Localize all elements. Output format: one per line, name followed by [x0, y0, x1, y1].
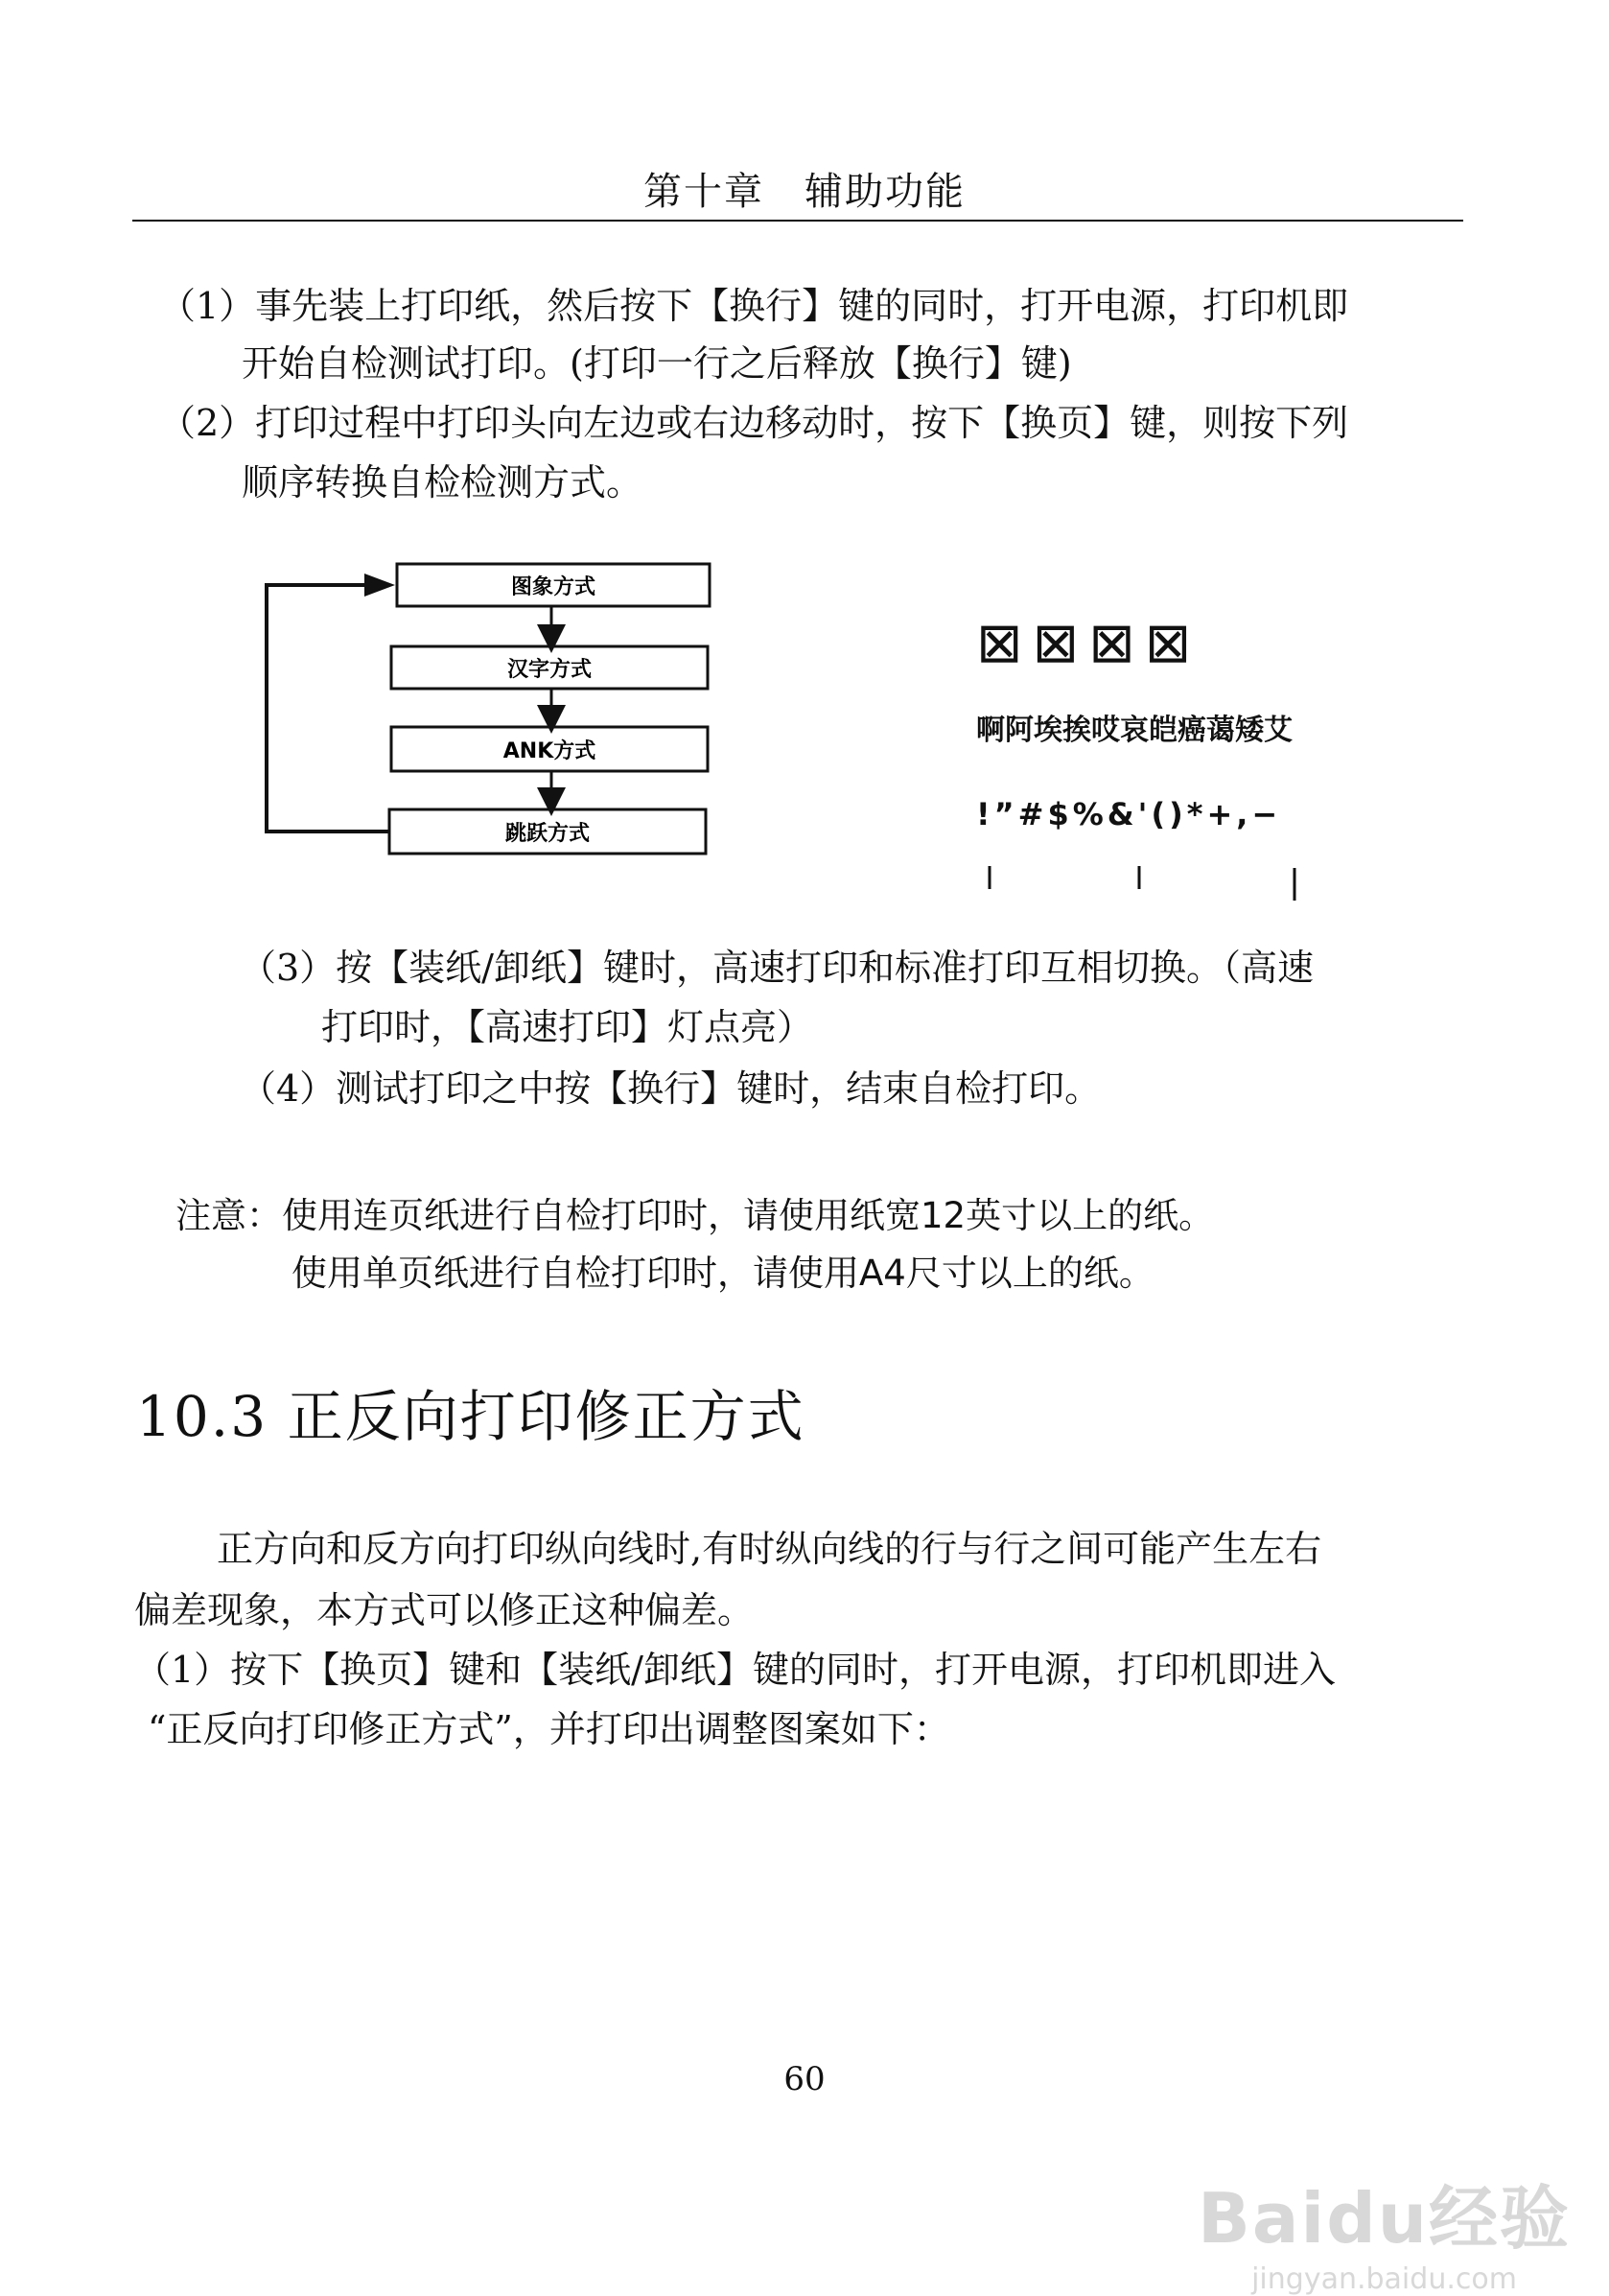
watermark-logo: Baidu经验	[1198, 2178, 1571, 2259]
chapter-header: 第十章 辅助功能	[643, 170, 966, 214]
section-intro-line-2: 偏差现象，本方式可以修正这种偏差。	[134, 1589, 755, 1631]
step-1-line-2: 开始自检测试打印。(打印一行之后释放【换行】键)	[242, 342, 1072, 385]
sample-print	[976, 612, 1293, 832]
sample-ascii-row: !”#$%&'()*+,−	[976, 796, 1282, 832]
mode-label-skip: 跳跃方式	[504, 822, 591, 846]
mode-flow-diagram	[259, 556, 719, 873]
page-number: 60	[783, 2060, 826, 2098]
mode-label-kanji: 汉字方式	[506, 658, 593, 682]
step-2-line-1: （2）打印过程中打印头向左边或右边移动时，按下【换页】键，则按下列	[159, 402, 1349, 444]
flow-loop-arrowhead	[364, 574, 395, 597]
baidu-watermark	[1198, 2163, 1571, 2296]
section-intro-line-1: 正方向和反方向打印纵向线时,有时纵向线的行与行之间可能产生左右	[217, 1528, 1322, 1570]
note-line-2: 使用单页纸进行自检打印时，请使用A4尺寸以上的纸。	[291, 1253, 1154, 1294]
watermark-url: jingyan.baidu.com	[1251, 2262, 1517, 2296]
sample-tick-marks	[976, 858, 1321, 904]
header-rule	[132, 220, 1463, 222]
step-3-line-2: 打印时，【高速打印】灯点亮）	[321, 1006, 814, 1048]
sample-kanji-row: 啊阿埃挨哎哀皑癌蔼矮艾	[976, 714, 1293, 747]
step-2-line-2: 顺序转换自检检测方式。	[242, 461, 643, 504]
sample-glyph-row: ⊠⊠⊠⊠	[976, 610, 1201, 675]
section-step-1-line-1: （1）按下【换页】键和【装纸/卸纸】键的同时，打开电源，打印机即进入	[134, 1649, 1336, 1691]
section-step-1-line-2: “正反向打印修正方式”，并打印出调整图案如下：	[148, 1708, 950, 1750]
note-line-1: 注意：使用连页纸进行自检打印时，请使用纸宽12英寸以上的纸。	[175, 1195, 1215, 1236]
step-3-line-1: （3）按【装纸/卸纸】键时，高速打印和标准打印互相切换。（高速	[240, 947, 1314, 989]
mode-label-ank: ANK方式	[502, 739, 596, 763]
mode-label-image: 图象方式	[510, 575, 596, 599]
section-title: 10.3 正反向打印修正方式	[136, 1384, 805, 1449]
step-1-line-1: （1）事先装上打印纸，然后按下【换行】键的同时，打开电源，打印机即	[159, 285, 1349, 327]
step-4-line-1: （4）测试打印之中按【换行】键时，结束自检打印。	[240, 1067, 1102, 1110]
flow-loop-back-line	[267, 585, 389, 832]
